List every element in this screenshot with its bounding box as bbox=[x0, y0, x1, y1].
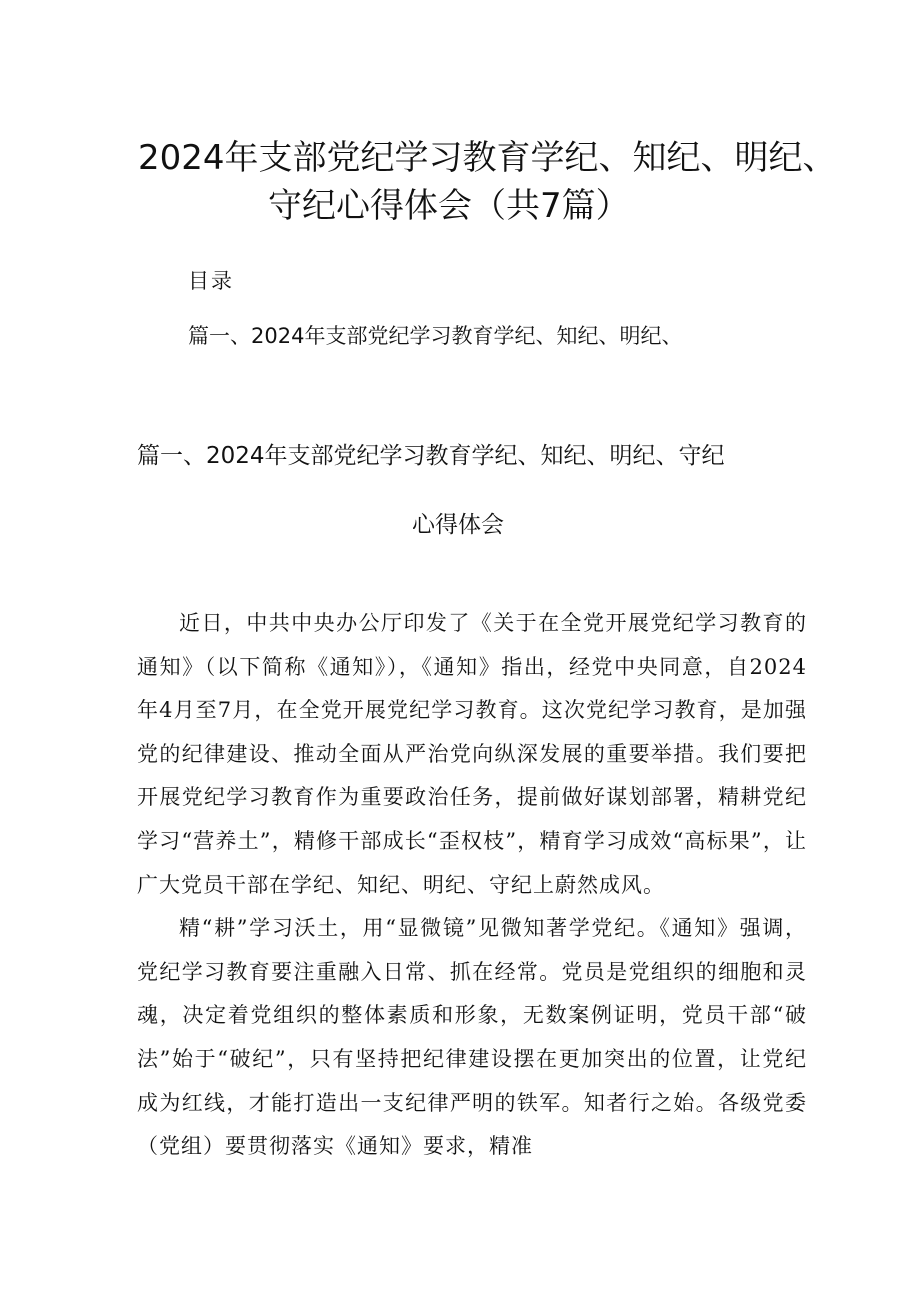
toc-heading: 目录 bbox=[188, 269, 234, 293]
body-text bbox=[137, 602, 807, 1169]
section-title-line1: 篇一、2024年支部党纪学习教育学纪、知纪、明纪、守纪 bbox=[137, 443, 725, 469]
section-title-line2: 心得体会 bbox=[412, 512, 504, 538]
paragraph: 精“耕”学习沃土，用“显微镜”见微知著学党纪。《通知》强调，党纪学习教育要注重融入日常、抓在经常。党员是党组织的细胞和灵魂，决定着党组织的整体素质和形象，无数案例证明，党员干部“破法”始于“破纪”，只有坚持把纪律建设摆在更加突出的位置，让党纪成为红线，才能打造出一支纪律严明的铁军。知者行之始。各级党委（党组）要贯彻落实《通知》要求，精准 bbox=[137, 916, 807, 1159]
paragraph: 近日，中共中央办公厅印发了《关于在全党开展党纪学习教育的通知》（以下简称《通知》），《通知》指出，经党中央同意，自2024年4月至7月，在全党开展党纪学习教育。这次党纪学习教育，是加强党的纪律建设、推动全面从严治党向纵深发展的重要举措。我们要把开展党纪学习教育作为重要政治任务，提前做好谋划部署，精耕党纪学习“营养土”，精修干部成长“歪权枝”，精育学习成效“高标果”，让广大党员干部在学纪、知纪、明纪、守纪上蔚然成风。 bbox=[137, 611, 807, 897]
toc-item[interactable]: 篇一、2024年支部党纪学习教育学纪、知纪、明纪、 bbox=[188, 324, 683, 348]
document-title-line1: 2024年支部党纪学习教育学纪、知纪、明纪、 bbox=[138, 138, 837, 178]
document-title-line2: 守纪心得体会（共7篇） bbox=[268, 186, 630, 226]
